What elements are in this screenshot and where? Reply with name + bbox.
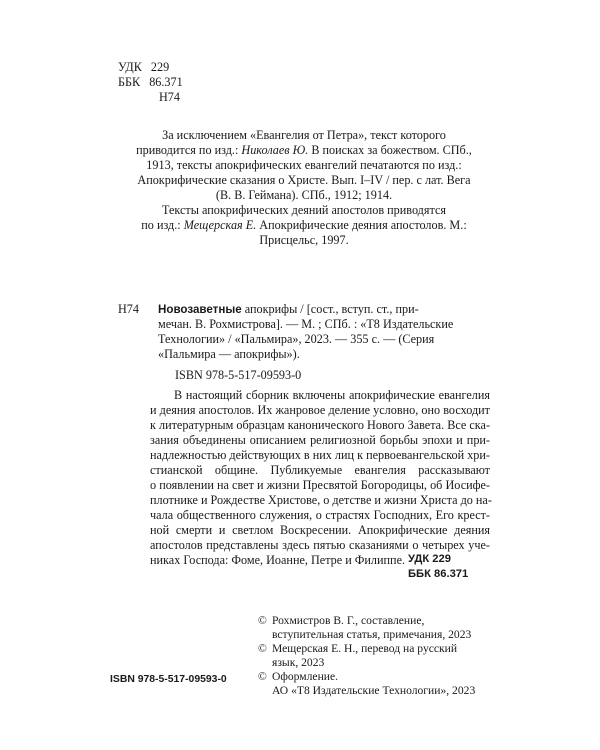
note-line: Апокрифические сказания о Христе. Вып. I–IV / пер. с лат. Вега xyxy=(137,173,471,187)
copyright-block xyxy=(258,614,508,698)
udk-code-line xyxy=(118,60,183,75)
copyright-item xyxy=(258,642,508,670)
note-line: За исключением «Евангелия от Петра», текст которого xyxy=(162,128,446,142)
copyright-line: Оформление. xyxy=(272,670,339,683)
copyright-symbol: © xyxy=(258,670,267,683)
bib-line: Технологии» / «Пальмира», 2023. — 355 с. — (Серия xyxy=(158,332,435,346)
annotation-line: стианской общине. Публикуемые евангелия рассказывают xyxy=(150,463,490,477)
author-mark: Н74 xyxy=(159,90,180,104)
annotation xyxy=(150,388,490,568)
note-text: Апокрифические деяния апостолов. М.: xyxy=(256,218,467,232)
copyright-line: язык, 2023 xyxy=(272,656,325,669)
bbk-value: 86.371 xyxy=(149,75,183,89)
note-author: Мещерская Е. xyxy=(183,218,257,232)
copyright-line: вступительная статья, примечания, 2023 xyxy=(272,628,472,641)
isbn-bottom: ISBN 978-5-517-09593-0 xyxy=(110,674,227,685)
note-text: В поисках за божеством. СПб., xyxy=(308,143,472,157)
bottom-udk: УДК 229 xyxy=(408,553,451,565)
copyright-line: АО «Т8 Издательские Технологии», 2023 xyxy=(272,684,476,697)
bib-author-mark: Н74 xyxy=(118,302,139,316)
bib-text: апокрифы / [сост., вступ. ст., при- xyxy=(241,302,419,316)
annotation-line: чала общественного служения, о страстях Господних, Его крест- xyxy=(150,508,490,522)
bbk-label: ББК xyxy=(118,75,141,89)
copyright-symbol: © xyxy=(258,614,267,627)
bottom-bbk: ББК 86.371 xyxy=(408,568,469,580)
library-codes xyxy=(118,60,183,105)
udk-label: УДК xyxy=(118,60,142,74)
annotation-line: о появлении на свет и жизни Пресвятой Богородицы, об Иосифе- xyxy=(150,478,490,492)
annotation-line: никах Господа: Фоме, Иоанне, Петре и Филиппе. xyxy=(150,553,406,567)
annotation-line: В настоящий сборник включены апокрифические евангелия xyxy=(174,388,490,402)
note-author: Николаев Ю. xyxy=(241,143,309,157)
annotation-line: плотнике и Рождестве Христове, о детстве и жизни Христа до на- xyxy=(150,493,492,507)
note-line: Тексты апокрифических деяний апостолов приводятся xyxy=(162,203,446,217)
bbk-code-line xyxy=(118,75,183,90)
bottom-codes xyxy=(408,552,468,582)
bib-line xyxy=(158,302,490,317)
bibliographic-record xyxy=(158,302,490,362)
bib-title: Новозаветные xyxy=(158,303,242,316)
annotation-line: ной смерти и светлом Воскресении. Апокрифические деяния xyxy=(150,523,490,537)
copyright-symbol: © xyxy=(258,642,267,655)
note-text: по изд.: xyxy=(141,218,184,232)
note-text: приводится по изд.: xyxy=(136,143,242,157)
note-line: (В. В. Геймана). СПб., 1912; 1914. xyxy=(215,188,393,202)
note-line: Присцельс, 1997. xyxy=(259,233,349,247)
annotation-line: к литературным образцам канонического Нового Завета. Все ска- xyxy=(150,418,490,432)
annotation-line: апостолов представлены здесь пятью сказаниями о четырех уче- xyxy=(150,538,490,552)
copyright-item xyxy=(258,670,508,698)
bib-line: «Пальмира — апокрифы»). xyxy=(158,347,300,361)
source-note xyxy=(118,128,490,248)
note-line: 1913, тексты апокрифических евангелий печатаются по изд.: xyxy=(146,158,462,172)
isbn-top: ISBN 978-5-517-09593-0 xyxy=(175,368,302,382)
annotation-line: зания объединены описанием религиозной борьбы эпохи и при- xyxy=(150,433,490,447)
annotation-line: надлежностью действующих в них лиц к первоевангельской хри- xyxy=(150,448,490,462)
annotation-line: и деяния апостолов. Их жанровое деление условно, оно восходит xyxy=(150,403,490,417)
copyright-line: Рохмистров В. Г., составление, xyxy=(272,614,425,627)
copyright-line: Мещерская Е. Н., перевод на русский xyxy=(272,642,458,655)
note-line xyxy=(118,143,490,158)
udk-value: 229 xyxy=(150,60,170,74)
note-line xyxy=(118,218,490,233)
bib-line: мечан. В. Рохмистрова]. — М. ; СПб. : «Т8 Издательские xyxy=(158,317,454,331)
copyright-item xyxy=(258,614,508,642)
